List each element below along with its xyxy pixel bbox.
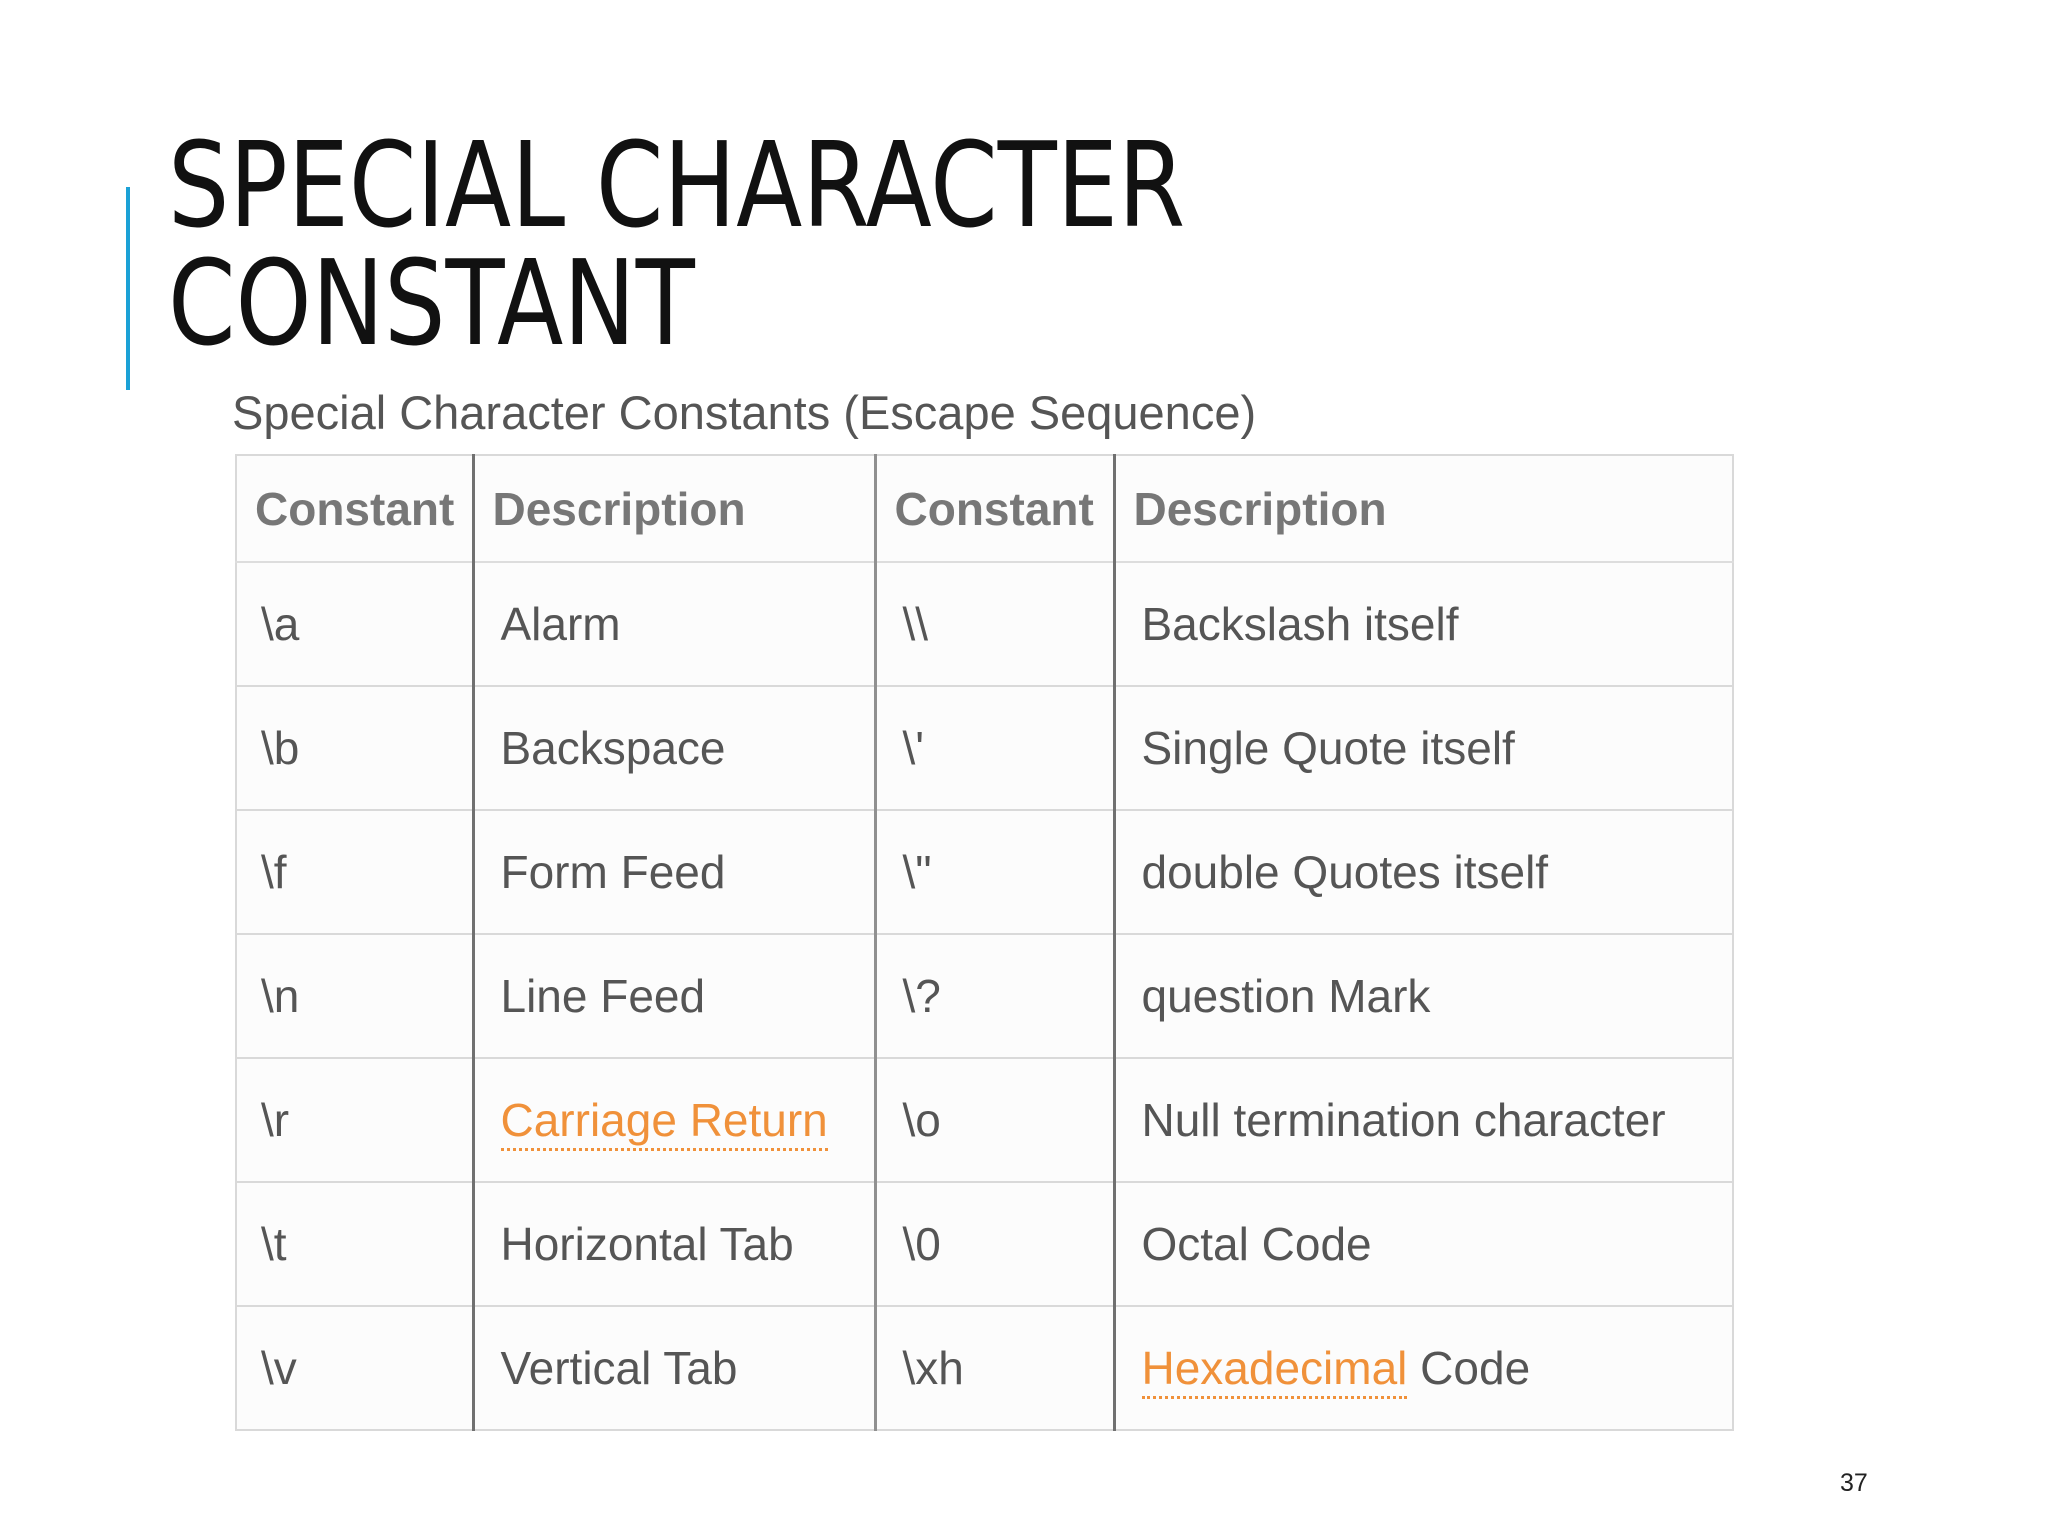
table-row <box>236 1306 1733 1430</box>
description-cell: double Quotes itself <box>1114 810 1733 934</box>
table-caption: Special Character Constants (Escape Sequence) <box>232 386 1257 439</box>
table-header-row <box>236 455 1733 562</box>
table-row <box>236 562 1733 686</box>
description-cell <box>473 1058 875 1182</box>
description-cell: Null termination character <box>1114 1058 1733 1182</box>
constant-cell: \r <box>236 1058 473 1182</box>
constant-cell: \v <box>236 1306 473 1430</box>
constant-cell: \f <box>236 810 473 934</box>
description-cell: question Mark <box>1114 934 1733 1058</box>
description-cell: Octal Code <box>1114 1182 1733 1306</box>
constant-cell: \' <box>875 686 1114 810</box>
constant-cell: \a <box>236 562 473 686</box>
constant-cell: \n <box>236 934 473 1058</box>
description-cell: Alarm <box>473 562 875 686</box>
carriage-return-link[interactable]: Carriage Return <box>501 1094 828 1151</box>
header-constant-1: Constant <box>236 455 473 562</box>
header-constant-2: Constant <box>875 455 1114 562</box>
constant-cell: \xh <box>875 1306 1114 1430</box>
header-description-1: Description <box>473 455 875 562</box>
table-row <box>236 1058 1733 1182</box>
description-cell: Form Feed <box>473 810 875 934</box>
constant-cell: \\ <box>875 562 1114 686</box>
constant-cell: \t <box>236 1182 473 1306</box>
constant-cell: \o <box>875 1058 1114 1182</box>
description-cell: Backspace <box>473 686 875 810</box>
constant-cell: \? <box>875 934 1114 1058</box>
description-suffix: Code <box>1407 1342 1531 1394</box>
constant-cell: \b <box>236 686 473 810</box>
table-row <box>236 1182 1733 1306</box>
description-cell: Backslash itself <box>1114 562 1733 686</box>
table-row <box>236 934 1733 1058</box>
title-accent-bar <box>126 187 130 390</box>
description-cell: Single Quote itself <box>1114 686 1733 810</box>
constant-cell: \" <box>875 810 1114 934</box>
header-description-2: Description <box>1114 455 1733 562</box>
table-row <box>236 686 1733 810</box>
description-cell <box>1114 1306 1733 1430</box>
slide-title-line-2: CONSTANT <box>168 234 695 372</box>
table-row <box>236 810 1733 934</box>
constant-cell: \0 <box>875 1182 1114 1306</box>
slide-title-line-1: SPECIAL CHARACTER <box>168 116 1186 254</box>
description-cell: Line Feed <box>473 934 875 1058</box>
escape-sequence-table <box>235 454 1734 1431</box>
description-cell: Vertical Tab <box>473 1306 875 1430</box>
slide-title <box>168 116 1186 372</box>
description-cell: Horizontal Tab <box>473 1182 875 1306</box>
page-number: 37 <box>1840 1469 1868 1497</box>
hexadecimal-link[interactable]: Hexadecimal <box>1142 1342 1408 1399</box>
